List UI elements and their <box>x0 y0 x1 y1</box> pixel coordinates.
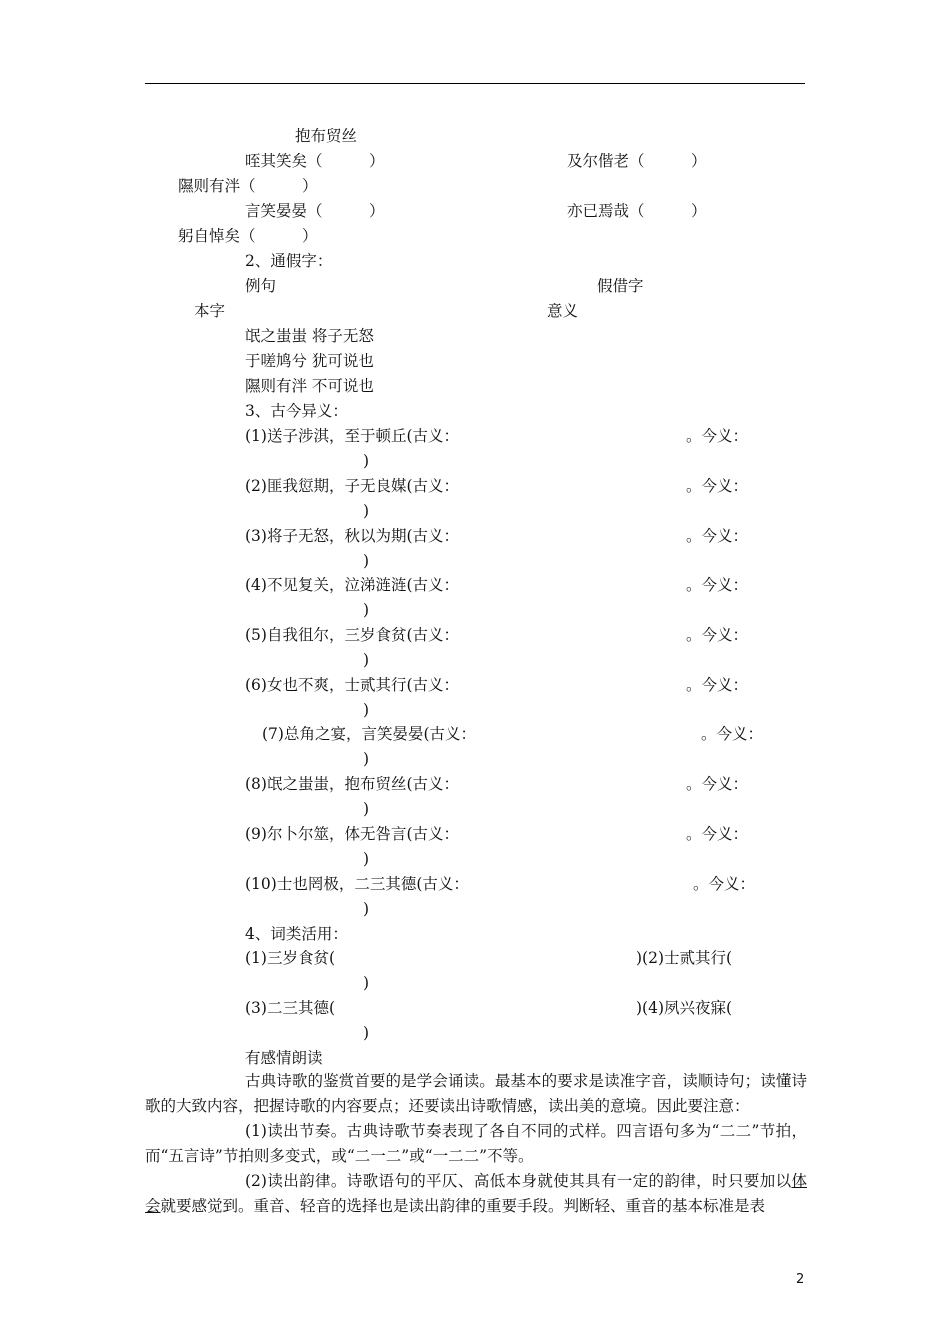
gujin-item: (7)总角之宴，言笑晏晏(古义： <box>262 725 477 743</box>
jin-label: 。今义： <box>686 527 749 545</box>
jin-label: 。今义： <box>693 875 756 893</box>
close-paren: ) <box>363 900 370 918</box>
vocab-item: 及尔偕老（ ） <box>567 152 707 170</box>
cilei-item: (3)二三其德( <box>245 999 336 1017</box>
tongjia-row: 氓之蚩蚩 将子无怒 <box>245 327 374 345</box>
vocab-item: 隰则有泮（ ） <box>178 177 318 195</box>
close-paren: ) <box>363 850 370 868</box>
col-header-meaning: 意义 <box>547 302 579 320</box>
close-paren: ) <box>363 552 370 570</box>
close-paren: ) <box>363 701 370 719</box>
close-paren: ) <box>363 601 370 619</box>
close-paren: ) <box>363 800 370 818</box>
reading-paragraph: (2)读出韵律。诗歌语句的平仄、高低本身就使其具有一定的韵律，时只要加以体会就要感觉到。重音、轻音的选择也是读出韵律的重要手段。判断轻、重音的基本标准是表 <box>145 1172 807 1215</box>
vocab-item: 咥其笑矣（ ） <box>245 152 385 170</box>
gujin-item: (4)不见复关，泣涕涟涟(古义： <box>245 576 460 594</box>
section-title-cilei: 4、词类活用： <box>245 925 348 943</box>
close-paren: ) <box>363 502 370 520</box>
jin-label: 。今义： <box>686 477 749 495</box>
page-number: 2 <box>796 1272 805 1287</box>
cilei-item: (1)三岁食贫( <box>245 949 336 967</box>
jin-label: 。今义： <box>686 775 749 793</box>
jin-label: 。今义： <box>686 576 749 594</box>
vocab-heading: 抱布贸丝 <box>295 127 358 145</box>
gujin-item: (9)尔卜尔筮，体无咎言(古义： <box>245 825 460 843</box>
col-header-example: 例句 <box>245 277 277 295</box>
col-header-borrowed: 假借字 <box>597 277 644 295</box>
gujin-item: (5)自我徂尔，三岁食贫(古义： <box>245 626 460 644</box>
gujin-item: (1)送子涉淇，至于顿丘(古义： <box>245 427 460 445</box>
tongjia-row: 于嗟鸠兮 犹可说也 <box>245 352 374 370</box>
close-paren: ) <box>363 452 370 470</box>
header-rule <box>145 83 805 84</box>
jin-label: 。今义： <box>686 676 749 694</box>
close-paren: ) <box>363 750 370 768</box>
tongjia-row: 隰则有泮 不可说也 <box>245 377 374 395</box>
cilei-item: )(4)夙兴夜寐( <box>636 999 733 1017</box>
close-paren: ) <box>363 1024 370 1042</box>
reading-paragraph: 古典诗歌的鉴赏首要的是学会诵读。最基本的要求是读准字音，读顺诗句；读懂诗歌的大致内容，把握诗歌的内容要点；还要读出诗歌情感，读出美的意境。因此要注意： <box>145 1072 807 1115</box>
reading-heading: 有感情朗读 <box>245 1049 323 1067</box>
col-header-original: 本字 <box>194 302 226 320</box>
gujin-item: (8)氓之蚩蚩，抱布贸丝(古义： <box>245 775 460 793</box>
section-title-gujin: 3、古今异义： <box>245 402 348 420</box>
gujin-item: (3)将子无怒，秋以为期(古义： <box>245 527 460 545</box>
underlined-term: 体会 <box>145 1172 807 1215</box>
vocab-item: 躬自悼矣（ ） <box>178 227 318 245</box>
reading-paragraph: (1)读出节奏。古典诗歌节奏表现了各自不同的式样。四言语句多为“二二”节拍，而“五言诗”节拍则多变式，或“二一二”或“一二二”不等。 <box>145 1122 807 1165</box>
jin-label: 。今义： <box>701 725 764 743</box>
jin-label: 。今义： <box>686 427 749 445</box>
gujin-item: (6)女也不爽，士贰其行(古义： <box>245 676 460 694</box>
vocab-item: 言笑晏晏（ ） <box>245 202 385 220</box>
close-paren: ) <box>363 974 370 992</box>
gujin-item: (2)匪我愆期，子无良媒(古义： <box>245 477 460 495</box>
close-paren: ) <box>363 651 370 669</box>
vocab-item: 亦已焉哉（ ） <box>567 202 707 220</box>
gujin-item: (10)士也罔极，二三其德(古义： <box>245 875 469 893</box>
section-title-tongjia: 2、通假字： <box>245 252 333 270</box>
jin-label: 。今义： <box>686 626 749 644</box>
cilei-item: )(2)士贰其行( <box>636 949 733 967</box>
jin-label: 。今义： <box>686 825 749 843</box>
